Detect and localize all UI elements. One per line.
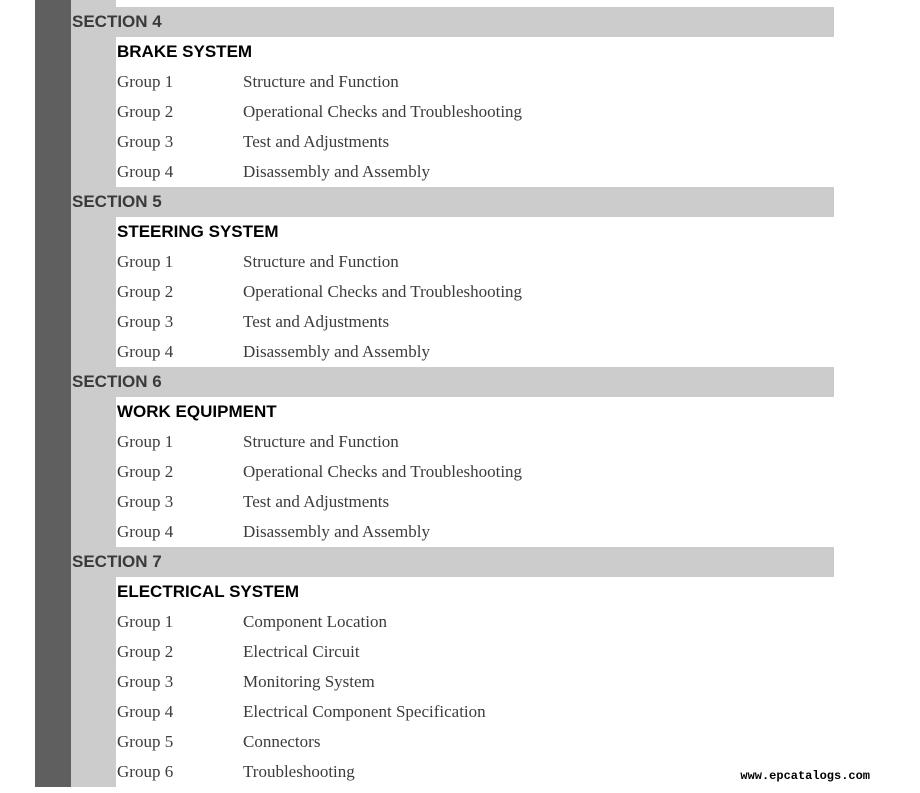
group-description: Connectors [243,732,321,751]
group-description: Component Location [243,612,388,631]
group-description: Operational Checks and Troubleshooting [243,102,523,121]
group-label: Group 1 [117,612,174,631]
group-label: Group 4 [117,522,174,541]
group-row [116,247,834,277]
group-description: Operational Checks and Troubleshooting [243,462,523,481]
group-label: Group 1 [117,72,174,91]
watermark: www.epcatalogs.com [740,769,870,783]
group-label: Group 3 [117,132,174,151]
section-title: STEERING SYSTEM [116,217,834,247]
group-description: Structure and Function [243,432,399,451]
group-description: Troubleshooting [243,762,355,781]
group-row [116,607,834,637]
group-description: Test and Adjustments [243,492,390,511]
group-row [116,277,834,307]
group-row [116,667,834,697]
group-description: Electrical Circuit [243,642,360,661]
section-title: BRAKE SYSTEM [116,37,834,67]
group-label: Group 2 [117,102,174,121]
section-header: SECTION 5 [71,187,834,217]
group-row [116,757,834,787]
group-row [116,727,834,757]
group-description: Structure and Function [243,72,399,91]
group-label: Group 2 [117,462,174,481]
group-row [116,157,834,187]
group-label: Group 1 [117,432,174,451]
section-header: SECTION 4 [71,7,834,37]
group-label: Group 6 [117,762,174,781]
section-header: SECTION 7 [71,547,834,577]
group-label: Group 4 [117,342,174,361]
group-row [116,697,834,727]
group-description: Operational Checks and Troubleshooting [243,282,523,301]
group-description: Disassembly and Assembly [243,522,430,541]
group-row [116,97,834,127]
group-label: Group 3 [117,672,174,691]
group-description: Disassembly and Assembly [243,342,430,361]
group-label: Group 3 [117,492,174,511]
group-label: Group 2 [117,642,174,661]
group-label: Group 3 [117,312,174,331]
group-label: Group 4 [117,702,174,721]
group-row [116,127,834,157]
group-description: Electrical Component Specification [243,702,486,721]
group-row [116,637,834,667]
left-margin-bar [35,0,71,787]
group-description: Structure and Function [243,252,399,271]
section-header: SECTION 6 [71,367,834,397]
group-row [116,337,834,367]
group-label: Group 1 [117,252,174,271]
group-row [116,307,834,337]
section-title: ELECTRICAL SYSTEM [116,577,834,607]
group-row [116,487,834,517]
table-of-contents [71,7,834,787]
group-label: Group 2 [117,282,174,301]
group-row [116,457,834,487]
group-row [116,427,834,457]
group-label: Group 5 [117,732,174,751]
group-label: Group 4 [117,162,174,181]
group-description: Disassembly and Assembly [243,162,430,181]
group-row [116,517,834,547]
group-description: Test and Adjustments [243,312,390,331]
group-description: Monitoring System [243,672,375,691]
group-row [116,67,834,97]
section-title: WORK EQUIPMENT [116,397,834,427]
group-description: Test and Adjustments [243,132,390,151]
